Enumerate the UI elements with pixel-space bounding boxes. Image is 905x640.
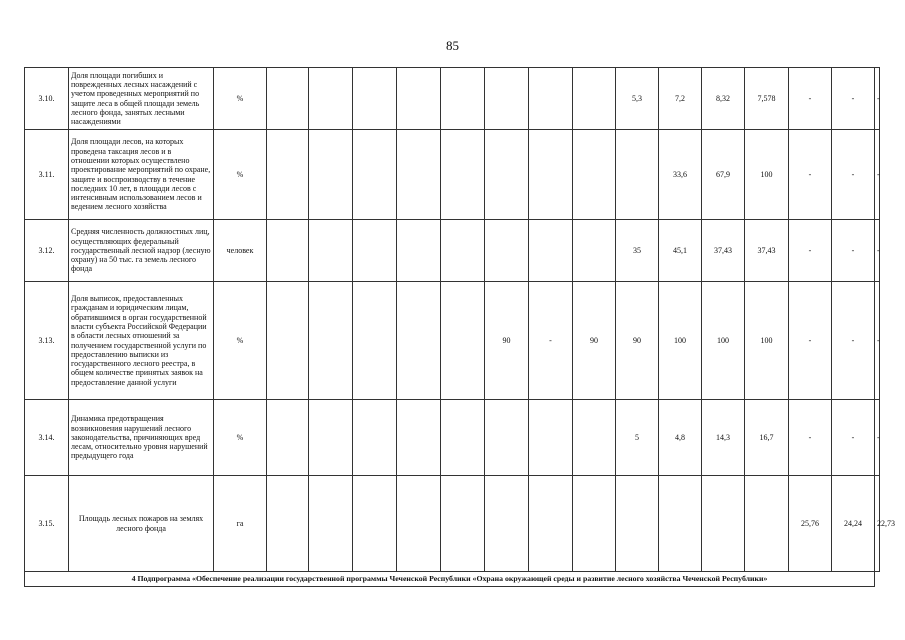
unit-cell: га (214, 476, 267, 572)
table-row (25, 68, 880, 130)
table-row (25, 476, 880, 572)
value-cell: 45,1 (659, 220, 702, 282)
unit-cell: % (214, 130, 267, 220)
value-cell (353, 220, 397, 282)
unit-cell: % (214, 68, 267, 130)
value-cell: 33,6 (659, 130, 702, 220)
value-cell (267, 400, 309, 476)
value-cell: 16,7 (745, 400, 789, 476)
value-cell (485, 220, 529, 282)
value-cell (309, 282, 353, 400)
value-cell (441, 400, 485, 476)
value-cell (309, 220, 353, 282)
value-cell (441, 220, 485, 282)
row-number: 3.13. (25, 282, 69, 400)
indicator-name: Средняя численность должностных лиц, осуществляющих федеральный государственный лесной надзор (лесную охрану) на 50 тыс. га земель лесного фонда (69, 220, 214, 282)
subprogram-header-row (25, 572, 880, 587)
table-row (25, 130, 880, 220)
indicator-name: Доля площади погибших и поврежденных лесных насаждений с учетом проведенных мероприятий по защите леса в общей площади земель лесного фонда, занятых лесными насаждениями (69, 68, 214, 130)
value-cell (353, 476, 397, 572)
value-cell: 100 (745, 130, 789, 220)
value-cell (573, 476, 616, 572)
value-cell (529, 130, 573, 220)
value-cell (397, 282, 441, 400)
value-cell (573, 220, 616, 282)
indicator-name: Доля выписок, предоставленных гражданам и юридическим лицам, обратившимся в орган государственной власти субъекта Российской Федерации в области лесных отношений за получением государственной услуги по предоставлению выписки из государственного лесного реестра, в общем количестве принятых заявок на предоставление данной услуги (69, 282, 214, 400)
value-cell (441, 130, 485, 220)
value-cell (309, 130, 353, 220)
value-cell: 90 (485, 282, 529, 400)
value-cell: - (875, 400, 880, 476)
value-cell (529, 220, 573, 282)
subprogram-title: 4 Подпрограмма «Обеспечение реализации государственной программы Чеченской Республики «Охрана окружающей среды и развитие лесного хозяйства Чеченской Республики» (25, 572, 875, 587)
value-cell (529, 68, 573, 130)
value-cell (616, 130, 659, 220)
value-cell (397, 220, 441, 282)
value-cell: 8,32 (702, 68, 745, 130)
value-cell: 90 (573, 282, 616, 400)
value-cell: - (832, 220, 875, 282)
row-number: 3.12. (25, 220, 69, 282)
value-cell: 14,3 (702, 400, 745, 476)
value-cell (397, 400, 441, 476)
value-cell (485, 400, 529, 476)
value-cell (441, 476, 485, 572)
value-cell: - (832, 130, 875, 220)
indicator-name: Площадь лесных пожаров на землях лесного фонда (69, 476, 214, 572)
value-cell (309, 400, 353, 476)
value-cell: 35 (616, 220, 659, 282)
value-cell (267, 476, 309, 572)
table-row (25, 282, 880, 400)
value-cell (573, 130, 616, 220)
unit-cell: человек (214, 220, 267, 282)
value-cell (397, 130, 441, 220)
value-cell: - (875, 68, 880, 130)
value-cell (702, 476, 745, 572)
value-cell: - (875, 220, 880, 282)
value-cell (397, 68, 441, 130)
page-number: 85 (446, 38, 459, 53)
table-row (25, 400, 880, 476)
value-cell: 100 (702, 282, 745, 400)
row-number: 3.15. (25, 476, 69, 572)
unit-cell: % (214, 282, 267, 400)
value-cell: - (789, 220, 832, 282)
row-number: 3.10. (25, 68, 69, 130)
value-cell: - (875, 282, 880, 400)
value-cell (267, 220, 309, 282)
value-cell: 67,9 (702, 130, 745, 220)
value-cell (353, 130, 397, 220)
value-cell (441, 68, 485, 130)
table-row (25, 220, 880, 282)
value-cell: 100 (745, 282, 789, 400)
value-cell (573, 68, 616, 130)
value-cell: 5 (616, 400, 659, 476)
value-cell: 90 (616, 282, 659, 400)
value-cell (267, 282, 309, 400)
value-cell (353, 68, 397, 130)
row-number: 3.14. (25, 400, 69, 476)
value-cell (309, 68, 353, 130)
value-cell: - (832, 400, 875, 476)
value-cell: 22,73 (875, 476, 880, 572)
value-cell: 100 (659, 282, 702, 400)
value-cell: - (789, 282, 832, 400)
value-cell: - (789, 68, 832, 130)
value-cell (616, 476, 659, 572)
value-cell (573, 400, 616, 476)
value-cell (309, 476, 353, 572)
value-cell (353, 400, 397, 476)
value-cell (441, 282, 485, 400)
value-cell: - (789, 400, 832, 476)
value-cell: 7,578 (745, 68, 789, 130)
value-cell (353, 282, 397, 400)
indicators-table (24, 67, 895, 587)
value-cell: 4,8 (659, 400, 702, 476)
row-number: 3.11. (25, 130, 69, 220)
value-cell (659, 476, 702, 572)
indicator-name: Доля площади лесов, на которых проведена таксация лесов и в отношении которых осуществлено проектирование мероприятий по охране, защите и воспроизводству в течение последних 10 лет, в площади лесов с интенсивным использованием лесов и ведением лесного хозяйства (69, 130, 214, 220)
value-cell (267, 68, 309, 130)
value-cell: - (832, 68, 875, 130)
value-cell: 5,3 (616, 68, 659, 130)
value-cell (745, 476, 789, 572)
value-cell: 7,2 (659, 68, 702, 130)
value-cell (485, 68, 529, 130)
value-cell: - (832, 282, 875, 400)
value-cell: - (789, 130, 832, 220)
value-cell (397, 476, 441, 572)
value-cell: 25,76 (789, 476, 832, 572)
value-cell: 24,24 (832, 476, 875, 572)
unit-cell: % (214, 400, 267, 476)
value-cell (529, 400, 573, 476)
value-cell: 37,43 (702, 220, 745, 282)
value-cell (485, 130, 529, 220)
value-cell (267, 130, 309, 220)
value-cell (485, 476, 529, 572)
indicator-name: Динамика предотвращения возникновения нарушений лесного законодательства, причиняющих вред лесам, относительно уровня нарушений предыдущего года (69, 400, 214, 476)
value-cell (529, 476, 573, 572)
value-cell: - (875, 130, 880, 220)
value-cell: 37,43 (745, 220, 789, 282)
value-cell: - (529, 282, 573, 400)
